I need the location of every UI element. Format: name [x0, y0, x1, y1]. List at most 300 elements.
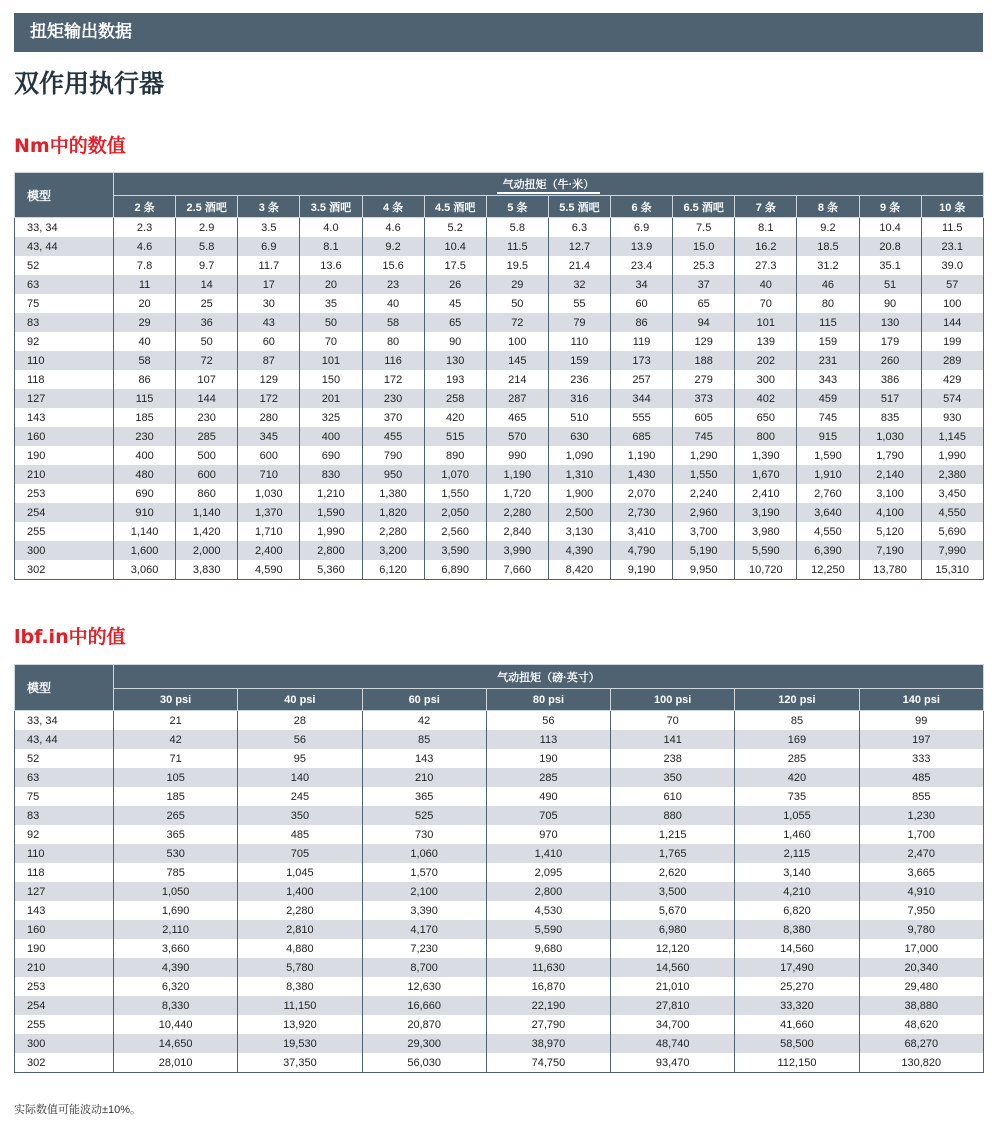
torque-cell: 260: [859, 351, 921, 370]
torque-cell: 129: [238, 370, 300, 389]
torque-cell: 1,390: [735, 446, 797, 465]
table-row: [15, 749, 984, 768]
torque-cell: 1,215: [611, 825, 735, 844]
torque-cell: 3,990: [486, 541, 548, 560]
column-header: 5.5 酒吧: [548, 196, 610, 218]
model-cell: 43, 44: [15, 730, 114, 749]
model-cell: 210: [15, 465, 114, 484]
column-header: 7 条: [735, 196, 797, 218]
torque-cell: 6.3: [548, 218, 610, 238]
torque-cell: 9,780: [859, 920, 983, 939]
torque-cell: 144: [921, 313, 983, 332]
torque-cell: 20,870: [362, 1015, 486, 1034]
torque-cell: 3,830: [176, 560, 238, 580]
torque-cell: 140: [238, 768, 362, 787]
torque-cell: 2,115: [735, 844, 859, 863]
torque-cell: 300: [735, 370, 797, 389]
torque-cell: 420: [735, 768, 859, 787]
torque-cell: 745: [673, 427, 735, 446]
torque-cell: 1,990: [921, 446, 983, 465]
torque-cell: 525: [362, 806, 486, 825]
torque-cell: 159: [548, 351, 610, 370]
torque-cell: 2,240: [673, 484, 735, 503]
torque-cell: 3,100: [859, 484, 921, 503]
torque-cell: 4,530: [486, 901, 610, 920]
torque-cell: 12,630: [362, 977, 486, 996]
torque-cell: 555: [611, 408, 673, 427]
torque-cell: 3,200: [362, 541, 424, 560]
torque-cell: 105: [114, 768, 238, 787]
torque-cell: 74,750: [486, 1053, 610, 1073]
torque-cell: 119: [611, 332, 673, 351]
torque-cell: 5,120: [859, 522, 921, 541]
torque-cell: 45: [424, 294, 486, 313]
torque-cell: 630: [548, 427, 610, 446]
torque-cell: 8,380: [238, 977, 362, 996]
model-cell: 33, 34: [15, 711, 114, 731]
torque-cell: 485: [238, 825, 362, 844]
column-header: 140 psi: [859, 689, 983, 711]
torque-cell: 214: [486, 370, 548, 389]
torque-cell: 705: [238, 844, 362, 863]
torque-cell: 28: [238, 711, 362, 731]
torque-cell: 855: [859, 787, 983, 806]
torque-cell: 11.7: [238, 256, 300, 275]
table-row: [15, 901, 984, 920]
torque-cell: 574: [921, 389, 983, 408]
torque-cell: 1,380: [362, 484, 424, 503]
torque-cell: 1,820: [362, 503, 424, 522]
torque-cell: 29,480: [859, 977, 983, 996]
torque-cell: 2,280: [362, 522, 424, 541]
torque-cell: 490: [486, 787, 610, 806]
torque-cell: 4,100: [859, 503, 921, 522]
torque-cell: 480: [114, 465, 176, 484]
model-cell: 110: [15, 351, 114, 370]
torque-cell: 80: [362, 332, 424, 351]
model-cell: 190: [15, 446, 114, 465]
torque-cell: 21: [114, 711, 238, 731]
model-cell: 210: [15, 958, 114, 977]
model-cell: 255: [15, 522, 114, 541]
torque-cell: 880: [611, 806, 735, 825]
torque-cell: 373: [673, 389, 735, 408]
torque-cell: 1,030: [859, 427, 921, 446]
table-row: [15, 484, 984, 503]
torque-cell: 99: [859, 711, 983, 731]
model-cell: 83: [15, 806, 114, 825]
banner-title: 扭矩输出数据: [30, 22, 132, 42]
torque-cell: 1,370: [238, 503, 300, 522]
torque-cell: 85: [735, 711, 859, 731]
torque-cell: 7,230: [362, 939, 486, 958]
torque-cell: 785: [114, 863, 238, 882]
torque-cell: 3,060: [114, 560, 176, 580]
model-cell: 52: [15, 256, 114, 275]
torque-cell: 1,400: [238, 882, 362, 901]
torque-cell: 41,660: [735, 1015, 859, 1034]
torque-cell: 400: [114, 446, 176, 465]
torque-cell: 43: [238, 313, 300, 332]
column-header: 9 条: [859, 196, 921, 218]
torque-cell: 116: [362, 351, 424, 370]
torque-cell: 5,690: [921, 522, 983, 541]
model-cell: 127: [15, 882, 114, 901]
torque-cell: 4,390: [548, 541, 610, 560]
table-row: [15, 787, 984, 806]
torque-cell: 2,800: [300, 541, 362, 560]
torque-cell: 17.5: [424, 256, 486, 275]
torque-cell: 600: [176, 465, 238, 484]
torque-cell: 201: [300, 389, 362, 408]
torque-cell: 11.5: [486, 237, 548, 256]
torque-cell: 2,110: [114, 920, 238, 939]
torque-cell: 25,270: [735, 977, 859, 996]
torque-group-label: 气动扭矩（牛·米）: [497, 179, 601, 194]
torque-cell: 1,045: [238, 863, 362, 882]
torque-cell: 1,190: [611, 446, 673, 465]
model-cell: 190: [15, 939, 114, 958]
torque-cell: 402: [735, 389, 797, 408]
table-row: [15, 446, 984, 465]
torque-cell: 10.4: [424, 237, 486, 256]
table-row: [15, 882, 984, 901]
torque-cell: 17,000: [859, 939, 983, 958]
torque-cell: 1,420: [176, 522, 238, 541]
torque-cell: 230: [114, 427, 176, 446]
torque-cell: 56: [486, 711, 610, 731]
table-row: [15, 939, 984, 958]
table-row: [15, 806, 984, 825]
torque-cell: 365: [114, 825, 238, 844]
torque-cell: 169: [735, 730, 859, 749]
table-row: [15, 256, 984, 275]
torque-cell: 40: [114, 332, 176, 351]
table-row: [15, 522, 984, 541]
torque-cell: 37,350: [238, 1053, 362, 1073]
torque-cell: 2,380: [921, 465, 983, 484]
torque-cell: 28,010: [114, 1053, 238, 1073]
torque-cell: 143: [362, 749, 486, 768]
torque-cell: 930: [921, 408, 983, 427]
torque-cell: 730: [362, 825, 486, 844]
torque-cell: 42: [114, 730, 238, 749]
table-row: [15, 1053, 984, 1073]
torque-cell: 27,790: [486, 1015, 610, 1034]
torque-cell: 1,140: [114, 522, 176, 541]
table-row: [15, 332, 984, 351]
torque-cell: 6,820: [735, 901, 859, 920]
torque-cell: 7.5: [673, 218, 735, 238]
torque-cell: 790: [362, 446, 424, 465]
torque-cell: 1,900: [548, 484, 610, 503]
column-header: 60 psi: [362, 689, 486, 711]
table-row: [15, 370, 984, 389]
torque-cell: 3,980: [735, 522, 797, 541]
torque-cell: 30: [238, 294, 300, 313]
torque-cell: 50: [300, 313, 362, 332]
model-cell: 300: [15, 1034, 114, 1053]
torque-cell: 65: [424, 313, 486, 332]
torque-cell: 50: [486, 294, 548, 313]
torque-cell: 1,060: [362, 844, 486, 863]
torque-cell: 20.8: [859, 237, 921, 256]
torque-cell: 79: [548, 313, 610, 332]
torque-cell: 12.7: [548, 237, 610, 256]
model-cell: 52: [15, 749, 114, 768]
torque-cell: 316: [548, 389, 610, 408]
torque-cell: 530: [114, 844, 238, 863]
table-row: [15, 711, 984, 731]
torque-cell: 21,010: [611, 977, 735, 996]
torque-cell: 16,870: [486, 977, 610, 996]
page-title: 双作用执行器: [14, 69, 165, 98]
torque-cell: 279: [673, 370, 735, 389]
torque-cell: 19.5: [486, 256, 548, 275]
torque-cell: 210: [362, 768, 486, 787]
torque-cell: 230: [362, 389, 424, 408]
torque-cell: 26: [424, 275, 486, 294]
torque-cell: 4,210: [735, 882, 859, 901]
torque-cell: 2,280: [486, 503, 548, 522]
torque-cell: 1,700: [859, 825, 983, 844]
table-row: [15, 427, 984, 446]
table-row: [15, 730, 984, 749]
torque-cell: 257: [611, 370, 673, 389]
torque-cell: 60: [611, 294, 673, 313]
column-header: 5 条: [486, 196, 548, 218]
torque-cell: 40: [362, 294, 424, 313]
torque-cell: 2,095: [486, 863, 610, 882]
torque-group-header: [114, 665, 984, 689]
torque-cell: 1,290: [673, 446, 735, 465]
torque-cell: 2,800: [486, 882, 610, 901]
torque-cell: 23.4: [611, 256, 673, 275]
torque-cell: 429: [921, 370, 983, 389]
torque-cell: 3,500: [611, 882, 735, 901]
torque-cell: 1,690: [114, 901, 238, 920]
model-cell: 118: [15, 863, 114, 882]
torque-cell: 20: [114, 294, 176, 313]
torque-cell: 31.2: [797, 256, 859, 275]
torque-cell: 58: [362, 313, 424, 332]
model-cell: 143: [15, 408, 114, 427]
torque-cell: 1,230: [859, 806, 983, 825]
torque-cell: 2.9: [176, 218, 238, 238]
torque-cell: 9,680: [486, 939, 610, 958]
torque-cell: 1,050: [114, 882, 238, 901]
torque-cell: 6.9: [611, 218, 673, 238]
model-cell: 302: [15, 560, 114, 580]
torque-cell: 860: [176, 484, 238, 503]
table-row: [15, 408, 984, 427]
torque-cell: 3,700: [673, 522, 735, 541]
torque-cell: 185: [114, 787, 238, 806]
torque-cell: 9,190: [611, 560, 673, 580]
torque-cell: 1,410: [486, 844, 610, 863]
torque-cell: 6,390: [797, 541, 859, 560]
torque-cell: 5,670: [611, 901, 735, 920]
table-row: [15, 768, 984, 787]
torque-cell: 890: [424, 446, 486, 465]
column-header: 40 psi: [238, 689, 362, 711]
torque-cell: 110: [548, 332, 610, 351]
torque-cell: 515: [424, 427, 486, 446]
torque-cell: 7,950: [859, 901, 983, 920]
torque-cell: 15,310: [921, 560, 983, 580]
torque-cell: 2,760: [797, 484, 859, 503]
torque-cell: 970: [486, 825, 610, 844]
torque-cell: 236: [548, 370, 610, 389]
torque-cell: 1,790: [859, 446, 921, 465]
table-row: [15, 237, 984, 256]
torque-cell: 11.5: [921, 218, 983, 238]
table-row: [15, 977, 984, 996]
torque-cell: 1,990: [300, 522, 362, 541]
torque-cell: 29: [486, 275, 548, 294]
torque-cell: 13.9: [611, 237, 673, 256]
torque-cell: 2,620: [611, 863, 735, 882]
torque-cell: 1,590: [797, 446, 859, 465]
torque-cell: 835: [859, 408, 921, 427]
model-cell: 92: [15, 332, 114, 351]
torque-cell: 35.1: [859, 256, 921, 275]
torque-cell: 4.0: [300, 218, 362, 238]
torque-cell: 11,630: [486, 958, 610, 977]
torque-cell: 485: [859, 768, 983, 787]
torque-cell: 5,780: [238, 958, 362, 977]
torque-cell: 129: [673, 332, 735, 351]
torque-cell: 350: [238, 806, 362, 825]
model-cell: 160: [15, 920, 114, 939]
torque-cell: 3,660: [114, 939, 238, 958]
torque-cell: 14,560: [611, 958, 735, 977]
torque-cell: 42: [362, 711, 486, 731]
torque-cell: 25: [176, 294, 238, 313]
torque-cell: 3,590: [424, 541, 486, 560]
torque-cell: 2,410: [735, 484, 797, 503]
torque-cell: 2,470: [859, 844, 983, 863]
torque-cell: 420: [424, 408, 486, 427]
torque-cell: 150: [300, 370, 362, 389]
model-cell: 63: [15, 275, 114, 294]
torque-cell: 6,320: [114, 977, 238, 996]
torque-cell: 86: [114, 370, 176, 389]
torque-cell: 172: [238, 389, 300, 408]
torque-cell: 2.3: [114, 218, 176, 238]
torque-cell: 365: [362, 787, 486, 806]
torque-cell: 1,910: [797, 465, 859, 484]
torque-cell: 17,490: [735, 958, 859, 977]
table-row: [15, 541, 984, 560]
torque-cell: 15.6: [362, 256, 424, 275]
torque-cell: 7.8: [114, 256, 176, 275]
torque-cell: 1,430: [611, 465, 673, 484]
torque-cell: 7,660: [486, 560, 548, 580]
torque-cell: 1,090: [548, 446, 610, 465]
model-cell: 160: [15, 427, 114, 446]
table-row: [15, 294, 984, 313]
model-cell: 253: [15, 977, 114, 996]
torque-cell: 16.2: [735, 237, 797, 256]
torque-cell: 400: [300, 427, 362, 446]
torque-cell: 685: [611, 427, 673, 446]
torque-cell: 5.8: [176, 237, 238, 256]
torque-cell: 610: [611, 787, 735, 806]
torque-cell: 4,590: [238, 560, 300, 580]
torque-cell: 37: [673, 275, 735, 294]
torque-cell: 22,190: [486, 996, 610, 1015]
torque-cell: 36: [176, 313, 238, 332]
torque-cell: 80: [797, 294, 859, 313]
torque-cell: 2,100: [362, 882, 486, 901]
torque-cell: 650: [735, 408, 797, 427]
torque-cell: 87: [238, 351, 300, 370]
model-cell: 33, 34: [15, 218, 114, 238]
model-cell: 254: [15, 503, 114, 522]
model-cell: 110: [15, 844, 114, 863]
torque-cell: 3,140: [735, 863, 859, 882]
torque-cell: 990: [486, 446, 548, 465]
torque-cell: 112,150: [735, 1053, 859, 1073]
torque-cell: 16,660: [362, 996, 486, 1015]
torque-cell: 57: [921, 275, 983, 294]
torque-cell: 910: [114, 503, 176, 522]
torque-cell: 9,950: [673, 560, 735, 580]
torque-cell: 1,600: [114, 541, 176, 560]
model-cell: 75: [15, 294, 114, 313]
torque-cell: 65: [673, 294, 735, 313]
table-row: [15, 218, 984, 238]
torque-cell: 5.2: [424, 218, 486, 238]
torque-cell: 179: [859, 332, 921, 351]
column-header: 100 psi: [611, 689, 735, 711]
torque-cell: 197: [859, 730, 983, 749]
column-header: 6.5 酒吧: [673, 196, 735, 218]
torque-cell: 386: [859, 370, 921, 389]
torque-cell: 745: [797, 408, 859, 427]
torque-cell: 4.6: [362, 218, 424, 238]
torque-cell: 185: [114, 408, 176, 427]
torque-cell: 285: [735, 749, 859, 768]
lbf-torque-table: [14, 664, 984, 1073]
torque-cell: 12,120: [611, 939, 735, 958]
torque-cell: 13,780: [859, 560, 921, 580]
torque-cell: 130: [859, 313, 921, 332]
torque-cell: 950: [362, 465, 424, 484]
torque-cell: 5,590: [486, 920, 610, 939]
torque-cell: 1,570: [362, 863, 486, 882]
torque-cell: 333: [859, 749, 983, 768]
table-row: [15, 275, 984, 294]
table-row: [15, 351, 984, 370]
torque-cell: 33,320: [735, 996, 859, 1015]
torque-cell: 38,970: [486, 1034, 610, 1053]
torque-cell: 3,390: [362, 901, 486, 920]
torque-cell: 345: [238, 427, 300, 446]
nm-section-title: Nm中的数值: [14, 135, 126, 157]
torque-cell: 70: [300, 332, 362, 351]
torque-cell: 145: [486, 351, 548, 370]
torque-cell: 5,590: [735, 541, 797, 560]
torque-cell: 38,880: [859, 996, 983, 1015]
torque-cell: 70: [611, 711, 735, 731]
torque-cell: 1,670: [735, 465, 797, 484]
torque-cell: 199: [921, 332, 983, 351]
torque-cell: 51: [859, 275, 921, 294]
torque-cell: 90: [859, 294, 921, 313]
torque-cell: 1,550: [673, 465, 735, 484]
